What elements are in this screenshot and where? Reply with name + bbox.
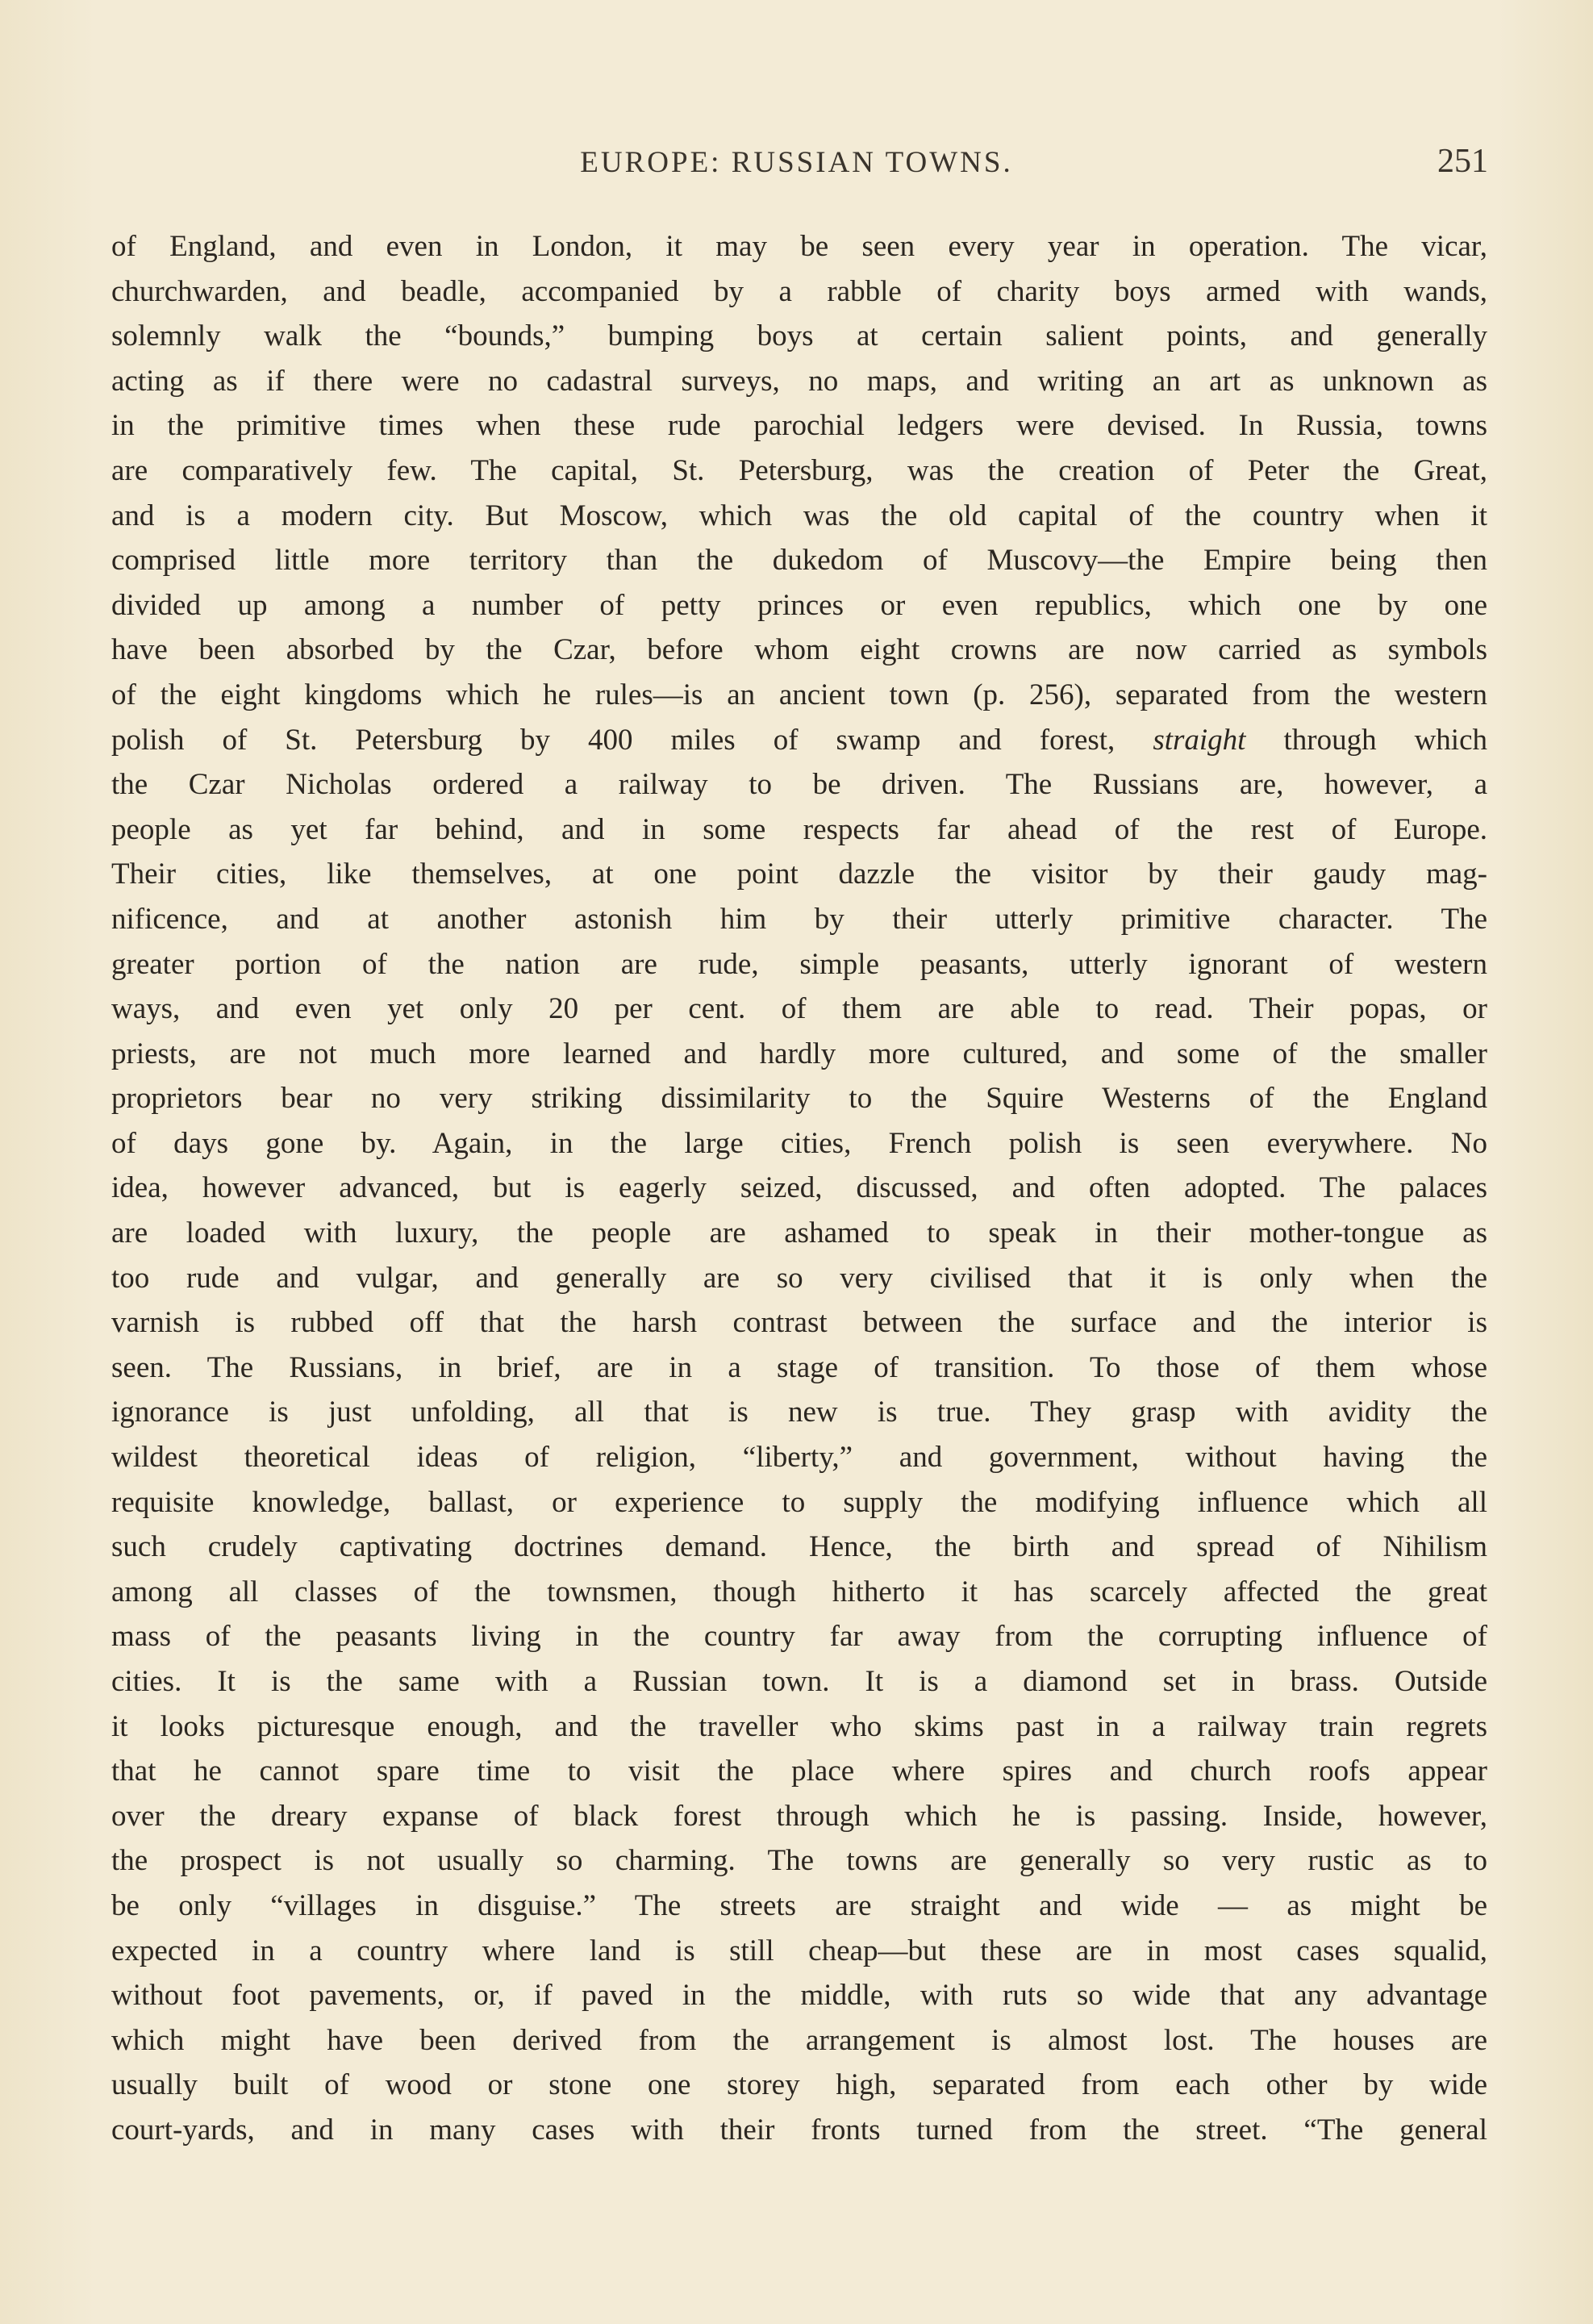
text-line: and is a modern city. But Moscow, which was the old capital of the country when it [111, 499, 1487, 532]
text-line: court-yards, and in many cases with their fronts turned from the street. “The general [111, 2113, 1487, 2147]
text-line: of the eight kingdoms which he rules—is an ancient town (p. 256), separated from the western [111, 678, 1487, 711]
text-line: churchwarden, and beadle, accompanied by a rabble of charity boys armed with wands, [111, 274, 1487, 308]
page-number: 251 [1437, 143, 1488, 180]
text-line: Their cities, like themselves, at one point dazzle the visitor by their gaudy mag- [111, 857, 1487, 891]
text-line: varnish is rubbed off that the harsh contrast between the surface and the interior is [111, 1306, 1487, 1340]
text-line: requisite knowledge, ballast, or experience to supply the modifying influence which all [111, 1485, 1487, 1519]
text-line: the Czar Nicholas ordered a railway to be driven. The Russians are, however, a [111, 768, 1487, 802]
body-text [111, 224, 1487, 2153]
text-line: solemnly walk the “bounds,” bumping boys at certain salient points, and generally [111, 319, 1487, 353]
text-line: cities. It is the same with a Russian town. It is a diamond set in brass. Outside [111, 1665, 1487, 1698]
text-line: idea, however advanced, but is eagerly seized, discussed, and often adopted. The palaces [111, 1171, 1487, 1205]
text-line: of England, and even in London, it may be seen every year in operation. The vicar, [111, 230, 1487, 263]
text-line: comprised little more territory than the dukedom of Muscovy—the Empire being then [111, 544, 1487, 578]
running-title: EUROPE: RUSSIAN TOWNS. [580, 146, 1013, 179]
text-line: polish of St. Petersburg by 400 miles of swamp and forest, straight through which [111, 723, 1487, 757]
text-line: nificence, and at another astonish him by their utterly primitive character. The [111, 902, 1487, 936]
text-line: too rude and vulgar, and generally are so very civilised that it is only when the [111, 1261, 1487, 1295]
text-line: acting as if there were no cadastral surveys, no maps, and writing an art as unknown as [111, 364, 1487, 398]
text-line: over the dreary expanse of black forest through which he is passing. Inside, however, [111, 1799, 1487, 1833]
text-line: wildest theoretical ideas of religion, “liberty,” and government, without having the [111, 1441, 1487, 1475]
text-line: divided up among a number of petty princes or even republics, which one by one [111, 588, 1487, 622]
text-line: be only “villages in disguise.” The streets are straight and wide — as might be [111, 1888, 1487, 1922]
text-line: ignorance is just unfolding, all that is new is true. They grasp with avidity the [111, 1396, 1487, 1429]
text-line: greater portion of the nation are rude, simple peasants, utterly ignorant of western [111, 947, 1487, 981]
running-head [0, 145, 1593, 194]
text-line: are loaded with luxury, the people are ashamed to speak in their mother-tongue as [111, 1216, 1487, 1250]
text-line: it looks picturesque enough, and the traveller who skims past in a railway train regrets [111, 1709, 1487, 1743]
text-line: of days gone by. Again, in the large cities, French polish is seen everywhere. No [111, 1126, 1487, 1160]
text-line: have been absorbed by the Czar, before whom eight crowns are now carried as symbols [111, 633, 1487, 667]
text-line: without foot pavements, or, if paved in the middle, with ruts so wide that any advantage [111, 1979, 1487, 2013]
text-line: which might have been derived from the arrangement is almost lost. The houses are [111, 2023, 1487, 2057]
text-line: that he cannot spare time to visit the place where spires and church roofs appear [111, 1754, 1487, 1788]
text-line: the prospect is not usually so charming. The towns are generally so very rustic as to [111, 1844, 1487, 1878]
text-line: seen. The Russians, in brief, are in a stage of transition. To those of them whose [111, 1350, 1487, 1384]
text-line: proprietors bear no very striking dissimilarity to the Squire Westerns of the England [111, 1082, 1487, 1116]
text-line: usually built of wood or stone one storey high, separated from each other by wide [111, 2068, 1487, 2102]
text-line: mass of the peasants living in the country far away from the corrupting influence of [111, 1620, 1487, 1654]
text-line: expected in a country where land is still cheap—but these are in most cases squalid, [111, 1934, 1487, 1967]
text-line: are comparatively few. The capital, St. Petersburg, was the creation of Peter the Great, [111, 453, 1487, 487]
text-line: such crudely captivating doctrines demand. Hence, the birth and spread of Nihilism [111, 1530, 1487, 1564]
text-line: among all classes of the townsmen, though hitherto it has scarcely affected the great [111, 1575, 1487, 1608]
text-line: people as yet far behind, and in some respects far ahead of the rest of Europe. [111, 812, 1487, 846]
text-line: ways, and even yet only 20 per cent. of them are able to read. Their popas, or [111, 992, 1487, 1026]
text-line: priests, are not much more learned and hardly more cultured, and some of the smaller [111, 1037, 1487, 1070]
text-line: in the primitive times when these rude parochial ledgers were devised. In Russia, towns [111, 409, 1487, 443]
